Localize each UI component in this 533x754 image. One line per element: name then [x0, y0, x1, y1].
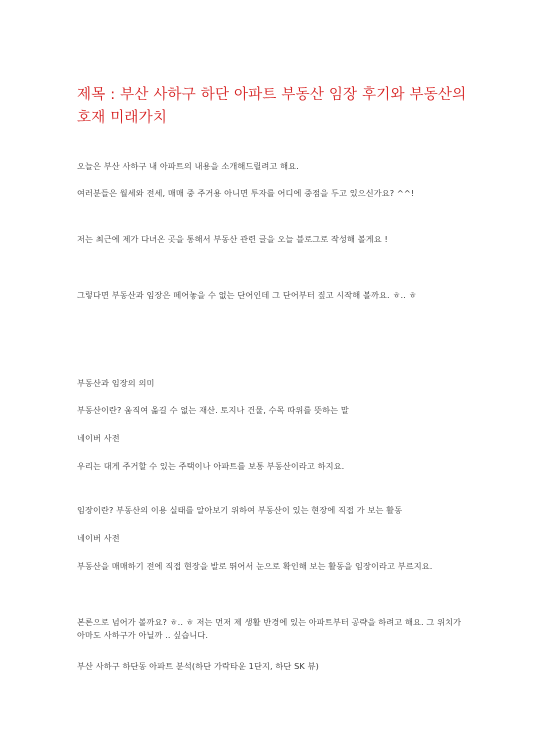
- source-label: 네이버 사전: [77, 533, 120, 543]
- paragraph-analysis-heading: 부산 사하구 하단동 아파트 분석(하단 가락타운 1단지, 하단 SK 뷰): [77, 661, 319, 671]
- paragraph-blog-note: 저는 최근에 제가 다녀온 곳을 통해서 부동산 관련 글을 오늘 블로그로 작성해 볼게요 !: [77, 234, 388, 244]
- paragraph-transition: 그렇다면 부동산과 임장은 떼어놓을 수 없는 단어인데 그 단어부터 짚고 시작해 볼까요. ㅎ.. ㅎ: [77, 290, 417, 300]
- paragraph-imjang-explain: 부동산을 매매하기 전에 직접 현장을 발로 뛰어서 눈으로 확인해 보는 활동을 임장이라고 부르지요.: [77, 561, 433, 571]
- section-heading: 부동산과 임장의 의미: [77, 378, 155, 388]
- paragraph-usage-note: 우리는 대게 주거할 수 있는 주택이나 아파트를 보통 부동산이라고 하지요.: [77, 461, 345, 471]
- paragraph-definition-imjang: 임장이란? 부동산의 이용 실태를 알아보기 위하여 부동산이 있는 현장에 직접 가 보는 활동: [77, 505, 403, 515]
- source-label: 네이버 사전: [77, 433, 120, 443]
- paragraph-intro: 오늘은 부산 사하구 내 아파트의 내용을 소개해드릴려고 해요.: [77, 161, 299, 171]
- paragraph-main-topic: 본론으로 넘어가 볼까요? ㅎ.. ㅎ 저는 먼저 제 생활 반경에 있는 아파트부터 공략을 하려고 해요. 그 위치가 아마도 사하구가 아닐까 .. 싶습니다.: [77, 617, 462, 640]
- document-title: 제목 : 부산 사하구 하단 아파트 부동산 임장 후기와 부동산의 호재 미래가치: [77, 87, 467, 126]
- paragraph-definition-realestate: 부동산이란? 움직여 옮길 수 없는 재산. 토지나 건물, 수목 따위를 뜻하는 말: [77, 405, 349, 415]
- paragraph-question: 여러분들은 월세와 전세, 매매 중 주거용 아니면 투자를 어디에 중점을 두고 있으신가요? ^^!: [77, 188, 415, 198]
